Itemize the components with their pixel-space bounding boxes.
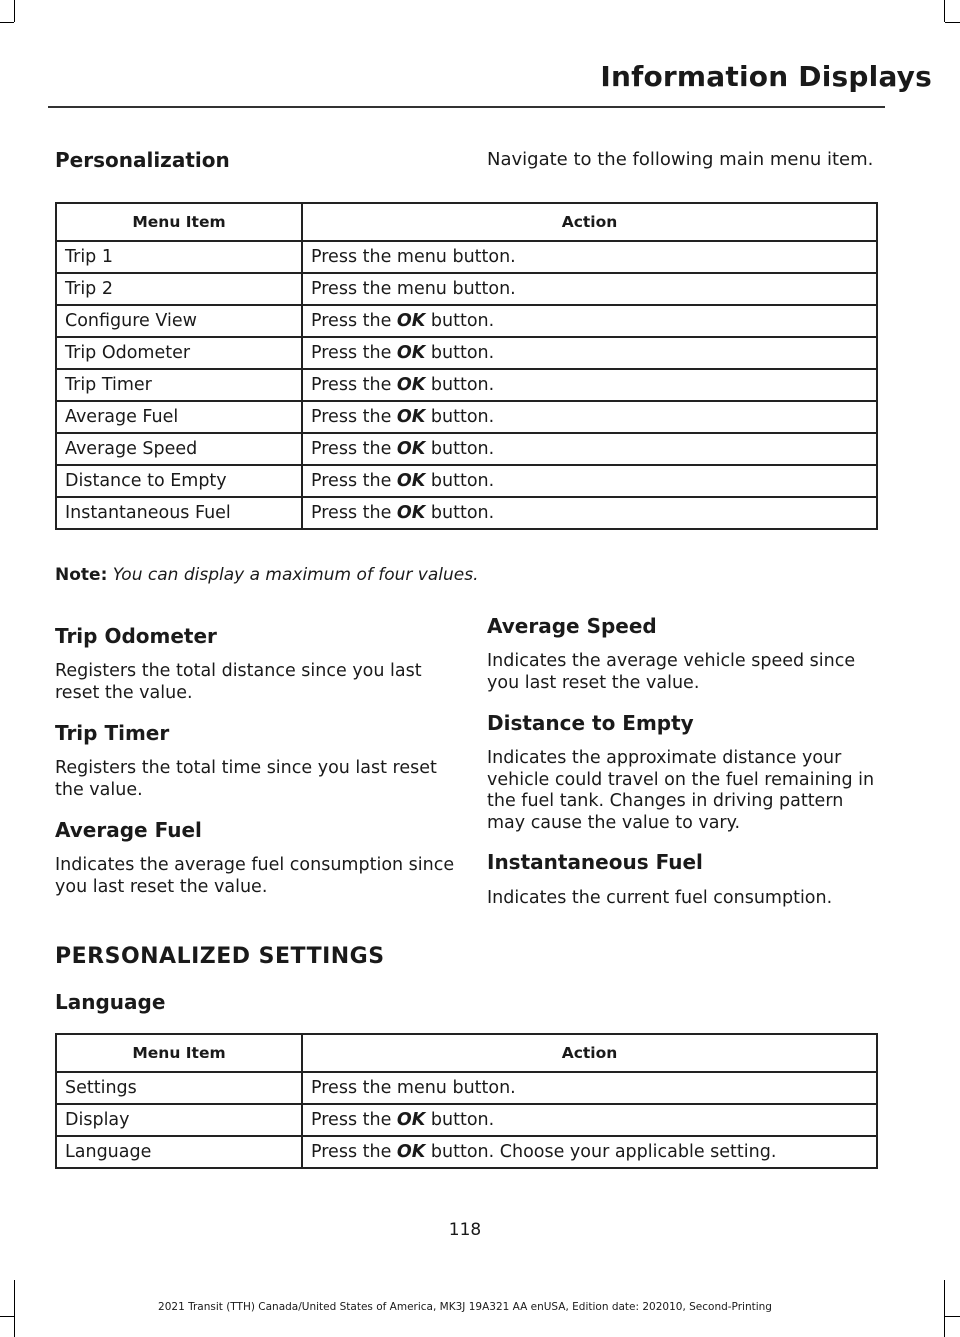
menu-item-cell: Average Speed bbox=[56, 433, 302, 465]
text-trip-timer: Registers the total time since you last reset the value. bbox=[55, 758, 437, 800]
menu-item-cell: Instantaneous Fuel bbox=[56, 497, 302, 529]
menu-item-cell: Average Fuel bbox=[56, 401, 302, 433]
menu-item-cell: Trip Odometer bbox=[56, 337, 302, 369]
heading-distance-to-empty: Distance to Empty bbox=[487, 711, 694, 735]
action-cell bbox=[302, 337, 877, 369]
ok-keyword: OK bbox=[396, 503, 426, 523]
menu-item-cell: Trip 1 bbox=[56, 241, 302, 273]
ok-keyword: OK bbox=[396, 439, 426, 459]
heading-average-speed: Average Speed bbox=[487, 614, 657, 638]
crop-mark bbox=[14, 0, 15, 22]
heading-trip-odometer: Trip Odometer bbox=[55, 624, 217, 648]
table-row bbox=[56, 1104, 877, 1136]
action-cell bbox=[302, 1072, 877, 1104]
action-cell bbox=[302, 497, 877, 529]
heading-language: Language bbox=[55, 990, 166, 1014]
action-text: button. bbox=[425, 407, 495, 427]
language-table bbox=[55, 1033, 878, 1169]
section-heading-personalized-settings: PERSONALIZED SETTINGS bbox=[55, 944, 385, 969]
menu-item-cell: Language bbox=[56, 1136, 302, 1168]
table-row bbox=[56, 497, 877, 529]
action-text: button. bbox=[425, 439, 495, 459]
table-row bbox=[56, 1136, 877, 1168]
action-text: button. bbox=[425, 503, 495, 523]
action-text: Press the menu button. bbox=[311, 247, 516, 267]
header-divider bbox=[48, 106, 885, 108]
table-row bbox=[56, 1072, 877, 1104]
note bbox=[55, 565, 479, 585]
action-text: Press the bbox=[311, 311, 397, 331]
action-text: Press the bbox=[311, 343, 397, 363]
crop-mark bbox=[0, 1316, 14, 1317]
action-text: Press the bbox=[311, 1142, 397, 1162]
crop-mark bbox=[945, 1316, 960, 1317]
action-text: Press the menu button. bbox=[311, 279, 516, 299]
intro-text: Navigate to the following main menu item. bbox=[487, 149, 874, 170]
action-text: button. Choose your applicable setting. bbox=[425, 1142, 777, 1162]
menu-item-cell: Trip 2 bbox=[56, 273, 302, 305]
text-average-fuel: Indicates the average fuel consumption since you last reset the value. bbox=[55, 855, 455, 897]
action-text: Press the bbox=[311, 439, 397, 459]
column-header-menu: Menu Item bbox=[56, 1034, 302, 1072]
ok-keyword: OK bbox=[396, 471, 426, 491]
action-cell bbox=[302, 369, 877, 401]
menu-item-cell: Configure View bbox=[56, 305, 302, 337]
action-cell bbox=[302, 465, 877, 497]
action-cell bbox=[302, 305, 877, 337]
menu-item-cell: Settings bbox=[56, 1072, 302, 1104]
table-row bbox=[56, 241, 877, 273]
note-label: Note: bbox=[55, 565, 108, 585]
table-row bbox=[56, 305, 877, 337]
column-header-action: Action bbox=[302, 203, 877, 241]
action-text: Press the bbox=[311, 503, 397, 523]
heading-trip-timer: Trip Timer bbox=[55, 721, 170, 745]
action-cell bbox=[302, 1104, 877, 1136]
action-text: button. bbox=[425, 1110, 495, 1130]
table-row bbox=[56, 401, 877, 433]
action-text: Press the menu button. bbox=[311, 1078, 516, 1098]
action-text: button. bbox=[425, 471, 495, 491]
page-title: Information Displays bbox=[600, 60, 932, 93]
ok-keyword: OK bbox=[396, 375, 426, 395]
crop-mark bbox=[0, 22, 14, 23]
crop-mark bbox=[945, 22, 960, 23]
table-row bbox=[56, 433, 877, 465]
table-row bbox=[56, 273, 877, 305]
note-text: You can display a maximum of four values. bbox=[107, 565, 479, 585]
action-text: Press the bbox=[311, 1110, 397, 1130]
text-average-speed: Indicates the average vehicle speed since you last reset the value. bbox=[487, 651, 856, 693]
action-cell bbox=[302, 241, 877, 273]
action-text: button. bbox=[425, 343, 495, 363]
action-text: button. bbox=[425, 311, 495, 331]
column-header-menu: Menu Item bbox=[56, 203, 302, 241]
section-heading: Personalization bbox=[55, 148, 230, 172]
ok-keyword: OK bbox=[396, 311, 426, 331]
table-row bbox=[56, 465, 877, 497]
text-instantaneous-fuel: Indicates the current fuel consumption. bbox=[487, 888, 833, 908]
menu-item-cell: Display bbox=[56, 1104, 302, 1136]
menu-item-cell: Distance to Empty bbox=[56, 465, 302, 497]
menu-table bbox=[55, 202, 878, 530]
ok-keyword: OK bbox=[396, 343, 426, 363]
action-text: button. bbox=[425, 375, 495, 395]
ok-keyword: OK bbox=[396, 407, 426, 427]
table-row bbox=[56, 369, 877, 401]
ok-keyword: OK bbox=[396, 1110, 426, 1130]
heading-average-fuel: Average Fuel bbox=[55, 818, 202, 842]
action-cell bbox=[302, 433, 877, 465]
action-cell bbox=[302, 1136, 877, 1168]
crop-mark bbox=[944, 1280, 945, 1337]
menu-item-cell: Trip Timer bbox=[56, 369, 302, 401]
heading-instantaneous-fuel: Instantaneous Fuel bbox=[487, 850, 703, 874]
action-cell bbox=[302, 401, 877, 433]
column-header-action: Action bbox=[302, 1034, 877, 1072]
action-cell bbox=[302, 273, 877, 305]
action-text: Press the bbox=[311, 407, 397, 427]
table-row bbox=[56, 337, 877, 369]
action-text: Press the bbox=[311, 471, 397, 491]
page-number: 118 bbox=[448, 1220, 482, 1240]
action-text: Press the bbox=[311, 375, 397, 395]
crop-mark bbox=[944, 0, 945, 22]
text-trip-odometer: Registers the total distance since you last reset the value. bbox=[55, 661, 422, 703]
text-distance-to-empty: Indicates the approximate distance your vehicle could travel on the fuel remaining in the fuel tank. Changes in driving pattern may cause the value to vary. bbox=[487, 748, 875, 833]
footer-text: 2021 Transit (TTH) Canada/United States of America, MK3J 19A321 AA enUSA, Edition date: 202010, Second-Printing bbox=[158, 1301, 772, 1313]
ok-keyword: OK bbox=[396, 1142, 426, 1162]
